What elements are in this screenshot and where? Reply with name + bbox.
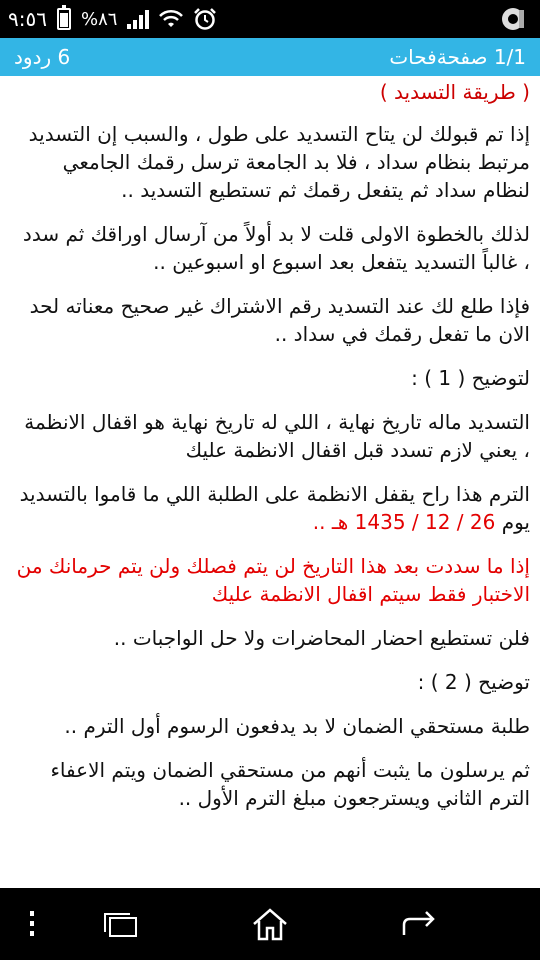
thread-title-bar xyxy=(0,38,540,76)
status-indicators xyxy=(8,0,217,38)
paragraph-9: ثم يرسلون ما يثبت أنهم من مستحقي الضمان ويتم الاعفاء الترم الثاني ويسترجعون مبلغ الترم الأول .. xyxy=(50,758,530,810)
alarm-clock-icon xyxy=(193,7,217,31)
home-icon xyxy=(250,906,290,942)
post-body xyxy=(0,76,540,812)
recent-apps-button[interactable] xyxy=(96,900,144,948)
paragraph-5-text: الترم هذا راح يقفل الانظمة على الطلبة اللي ما قاموا بالتسديد يوم xyxy=(19,482,530,534)
battery-percent: %٨٦ xyxy=(80,8,118,30)
reply-count[interactable]: 6 ردود xyxy=(14,45,71,69)
status-time: ٩:٥٦ xyxy=(8,7,47,31)
menu-icon xyxy=(27,909,37,939)
back-icon xyxy=(396,909,440,939)
paragraph-8: طلبة مستحقي الضمان لا بد يدفعون الرسوم أول الترم .. xyxy=(64,714,530,738)
paragraph-3: فإذا طلع لك عند التسديد رقم الاشتراك غير صحيح معناته لحد الان ما تفعل رقمك في سداد .. xyxy=(29,294,530,346)
recent-apps-icon xyxy=(100,909,140,939)
battery-icon xyxy=(57,8,71,30)
paragraph-2: لذلك بالخطوة الاولى قلت لا بد أولاً من آرسال اوراقك ثم سدد ، غالباً التسديد يتفعل بعد اسبوع او اسبوعين .. xyxy=(22,222,530,274)
paragraph-4: التسديد ماله تاريخ نهاية ، اللي له تاريخ نهاية هو اقفال الانظمة ، يعني لازم تسدد قبل اقفال الانظمة عليك xyxy=(24,410,530,462)
navigation-bar xyxy=(0,888,540,960)
menu-button[interactable] xyxy=(8,900,56,948)
paragraph-1: إذا تم قبولك لن يتاح التسديد على طول ، والسبب إن التسديد مرتبط بنظام سداد ، فلا بد الجامعة ترسل رقمك الجامعي لنظام سداد ثم يتفعل رقمك ثم تستطيع التسديد .. xyxy=(28,122,530,202)
post-heading: ( طريقة التسديد ) xyxy=(379,80,530,104)
wifi-icon xyxy=(159,9,183,29)
page-indicator[interactable]: 1/1 صفحةفحات xyxy=(389,45,526,69)
post-content[interactable] xyxy=(0,76,540,888)
signal-icon xyxy=(127,9,149,29)
clarification-1-heading: لتوضيح ( 1 ) : xyxy=(411,366,530,390)
app-notification-icon xyxy=(500,6,526,32)
clarification-2-heading: توضيح ( 2 ) : xyxy=(417,670,530,694)
back-button[interactable] xyxy=(394,900,442,948)
status-bar xyxy=(0,0,540,38)
paragraph-7: فلن تستطيع احضار المحاضرات ولا حل الواجبات .. xyxy=(113,626,530,650)
closing-date: 26 / 12 / 1435 هـ .. xyxy=(312,510,496,534)
warning-paragraph: إذا ما سددت بعد هذا التاريخ لن يتم فصلك ولن يتم حرمانك من الاختبار فقط سيتم اقفال الانظمة عليك xyxy=(16,554,530,606)
home-button[interactable] xyxy=(246,900,294,948)
paragraph-5 xyxy=(12,480,530,536)
